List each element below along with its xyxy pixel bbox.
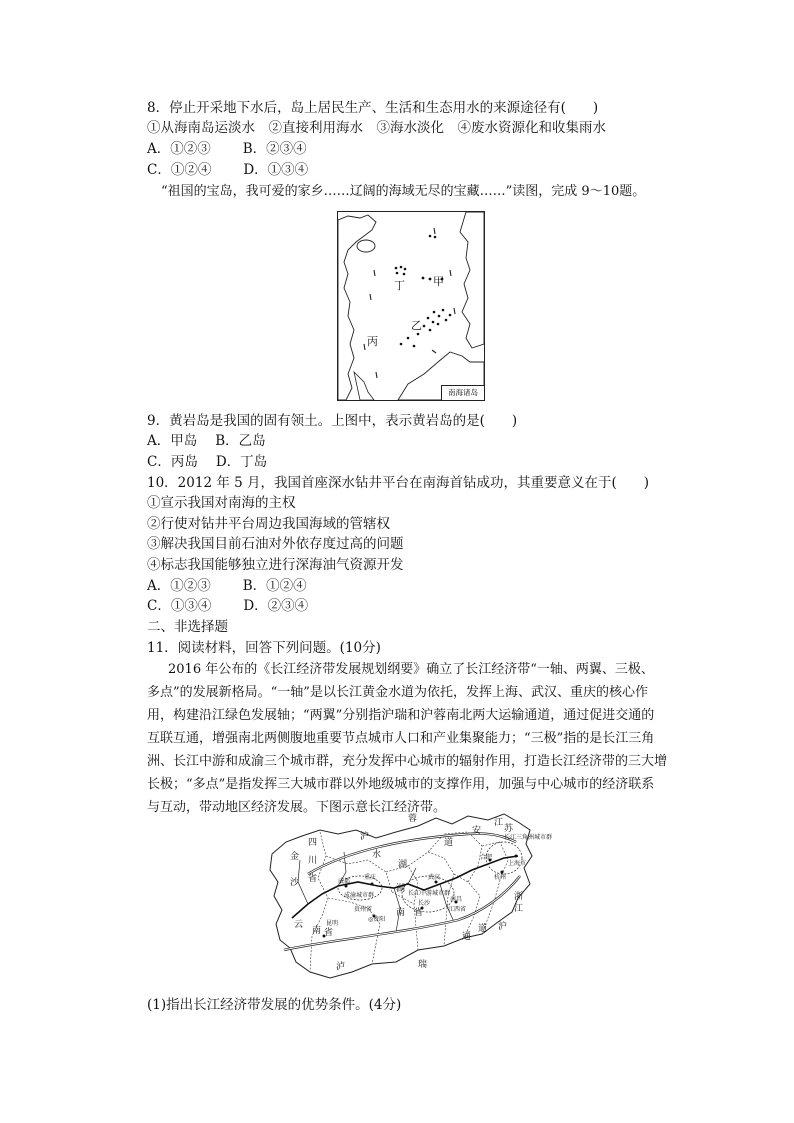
q8-items: ①从海南岛运淡水 ②直接利用海水 ③海水淡化 ④废水资源化和收集雨水 bbox=[147, 120, 606, 136]
q8-stem: 8．停止开采地下水后，岛上居民生产、生活和生态用水的来源途径有( ) bbox=[147, 100, 599, 116]
map2-label-jin: 金 bbox=[290, 852, 300, 862]
map2-label-hu1: 湖 bbox=[398, 860, 408, 870]
map2-label-nanchang: 南昌 bbox=[450, 896, 463, 903]
map2-label-dao2: 道 bbox=[478, 924, 488, 934]
q11-para-line-2: 多点”的发展新格局。“一轴”是以长江黄金水道为依托，发挥上海、武汉、重庆的核心作 bbox=[147, 685, 648, 700]
map2-label-jiangxi: 江西省 bbox=[448, 906, 467, 913]
map2-label-nan2: 南 bbox=[396, 908, 406, 918]
q8-options-row1 bbox=[147, 139, 307, 159]
map1-graphic bbox=[338, 212, 484, 400]
map2-label-su: 苏 bbox=[504, 824, 514, 834]
map2-label-sha: 沙 bbox=[290, 878, 300, 888]
q10-item-1: ①宣示我国对南海的主权 bbox=[147, 495, 296, 511]
map2-label-chengyu-cluster: 成渝城市群 bbox=[344, 892, 375, 899]
map2-label-zhe: 浙 bbox=[514, 892, 524, 902]
section-heading-non-choice: 二、非选择题 bbox=[147, 619, 228, 635]
q10-option-c: C．①③④ bbox=[147, 598, 212, 614]
map2-label-lu: 泸 bbox=[336, 962, 346, 972]
map1-label-jia: 甲 bbox=[433, 275, 444, 288]
map2-label-sheng3: 省 bbox=[414, 908, 424, 918]
map2-label-guiyang: ◎贵阳 bbox=[368, 916, 386, 923]
boundary-dashes bbox=[364, 228, 455, 378]
yangtze-economic-belt-map bbox=[268, 812, 553, 982]
map2-label-sheng2: 省 bbox=[324, 928, 334, 938]
q10-option-b: B．①②④ bbox=[242, 578, 307, 594]
map2-label-an: 安 bbox=[472, 826, 482, 836]
map2-label-hangzhou: 杭州 bbox=[494, 874, 507, 881]
q8-option-c: C．①②④ bbox=[147, 162, 212, 178]
q9-option-c: C．丙岛 bbox=[147, 454, 198, 470]
philippines-coast bbox=[460, 212, 484, 348]
q10-item-3: ③解决我国目前石油对外依存度过高的问题 bbox=[147, 536, 404, 552]
map2-label-si: 四 bbox=[308, 838, 318, 848]
q11-para-line-3: 用，构建沿江绿色发展轴；“两翼”分别指沪瑞和沪蓉南北两大运输通道，通过促进交通的 bbox=[147, 708, 655, 723]
map2-label-hu4: 沪 bbox=[498, 922, 508, 932]
q10-option-d: D．②③④ bbox=[243, 598, 309, 614]
q8-option-d: D．①③④ bbox=[243, 162, 309, 178]
malay-coast bbox=[354, 372, 374, 400]
map2-label-hefei: 合肥 bbox=[480, 854, 493, 861]
map2-label-guizhou: 贵州省 bbox=[354, 906, 373, 913]
intro-text: “祖国的宝岛，我可爱的家乡……辽阔的海域无尽的宝藏……”读图，完成 9～10题。 bbox=[161, 184, 646, 199]
map2-label-shui: 水 bbox=[372, 850, 382, 860]
map2-label-hu2: 湖 bbox=[396, 884, 406, 894]
map2-label-tong: 通 bbox=[462, 932, 472, 942]
map2-label-middle-cluster: 长江中游城市群 bbox=[408, 890, 451, 897]
map2-label-rui: 瑞 bbox=[418, 960, 428, 970]
map2-label-shanghai: 上海市 bbox=[508, 860, 527, 867]
q8-option-a: A．①②③ bbox=[147, 141, 211, 157]
south-china-sea-map bbox=[337, 211, 485, 401]
map2-label-rong: 蓉 bbox=[408, 814, 418, 824]
map2-label-changsha: 长沙 bbox=[418, 900, 431, 907]
map2-label-chuan: 川 bbox=[308, 856, 318, 866]
q10-options-row1 bbox=[147, 576, 307, 596]
q8-options-row2 bbox=[147, 160, 308, 180]
map2-label-jiang2: 江 bbox=[514, 904, 524, 914]
q9-options-row2 bbox=[147, 452, 267, 472]
q9-option-b: B．乙岛 bbox=[215, 433, 266, 449]
map2-label-kunming: 昆明 bbox=[326, 920, 339, 927]
map2-label-chongqing: 重庆 bbox=[364, 874, 377, 881]
q10-stem: 10．2012 年 5 月，我国首座深水钻井平台在南海首钻成功，其重要意义在于( ) bbox=[147, 475, 650, 491]
map1-label-yi: 乙 bbox=[411, 319, 422, 332]
map2-label-dao1: 道 bbox=[444, 838, 454, 848]
q10-options-row2 bbox=[147, 596, 308, 616]
q9-option-a: A．甲岛 bbox=[147, 433, 198, 449]
q11-para-line-1: 2016 年公布的《长江经济带发展规划纲要》确立了长江经济带“一轴、两翼、三极、 bbox=[168, 662, 654, 677]
map2-label-hu3: 沪 bbox=[360, 832, 370, 842]
q10-item-4: ④标志我国能够独立进行深海油气资源开发 bbox=[147, 557, 404, 573]
q9-option-d: D．丁岛 bbox=[215, 454, 268, 470]
map2-label-wuhan: 武汉 bbox=[428, 874, 441, 881]
map2-label-delta-cluster: 长江三角洲城市群 bbox=[504, 834, 553, 841]
q11-stem: 11．阅读材料，回答下列问题。(10分) bbox=[147, 640, 381, 656]
q8-option-b: B．②③④ bbox=[242, 141, 307, 157]
q11-para-line-4: 互联互通，增强南北两侧腹地重要节点城市人口和产业集聚能力；“三极”指的是长江三角 bbox=[147, 731, 655, 746]
q11-para-line-6: 长极；“多点”是指发挥三大城市群以外地级城市的支撑作用，加强与中心城市的经济联系 bbox=[147, 777, 655, 792]
map1-inset-south-china-sea-islands: 南海诸岛 bbox=[441, 385, 484, 400]
q9-options-row1 bbox=[147, 431, 266, 451]
hainan-island bbox=[357, 240, 375, 252]
q10-option-a: A．①②③ bbox=[147, 578, 211, 594]
q11-sub1: (1)指出长江经济带发展的优势条件。(4分) bbox=[147, 997, 402, 1013]
map2-label-chengdu: 成都 bbox=[338, 878, 351, 885]
map1-label-bing: 丙 bbox=[367, 335, 378, 348]
map2-label-jiang1: 江 bbox=[494, 818, 504, 828]
map1-label-ding: 丁 bbox=[394, 279, 405, 292]
q11-para-line-7: 与互动，带动地区经济发展。下图示意长江经济带。 bbox=[147, 800, 447, 815]
map2-label-sheng1: 省 bbox=[308, 874, 318, 884]
q11-para-line-5: 洲、长江中游和成渝三个城市群，充分发挥中心城市的辐射作用，打造长江经济带的三大增 bbox=[147, 754, 668, 769]
q9-stem: 9．黄岩岛是我国的固有领土。上图中，表示黄岩岛的是( ) bbox=[147, 413, 518, 429]
map2-label-yun: 云 bbox=[294, 920, 304, 930]
q10-item-2: ②行使对钻井平台周边我国海域的管辖权 bbox=[147, 516, 390, 532]
map2-label-nan1: 南 bbox=[312, 926, 322, 936]
